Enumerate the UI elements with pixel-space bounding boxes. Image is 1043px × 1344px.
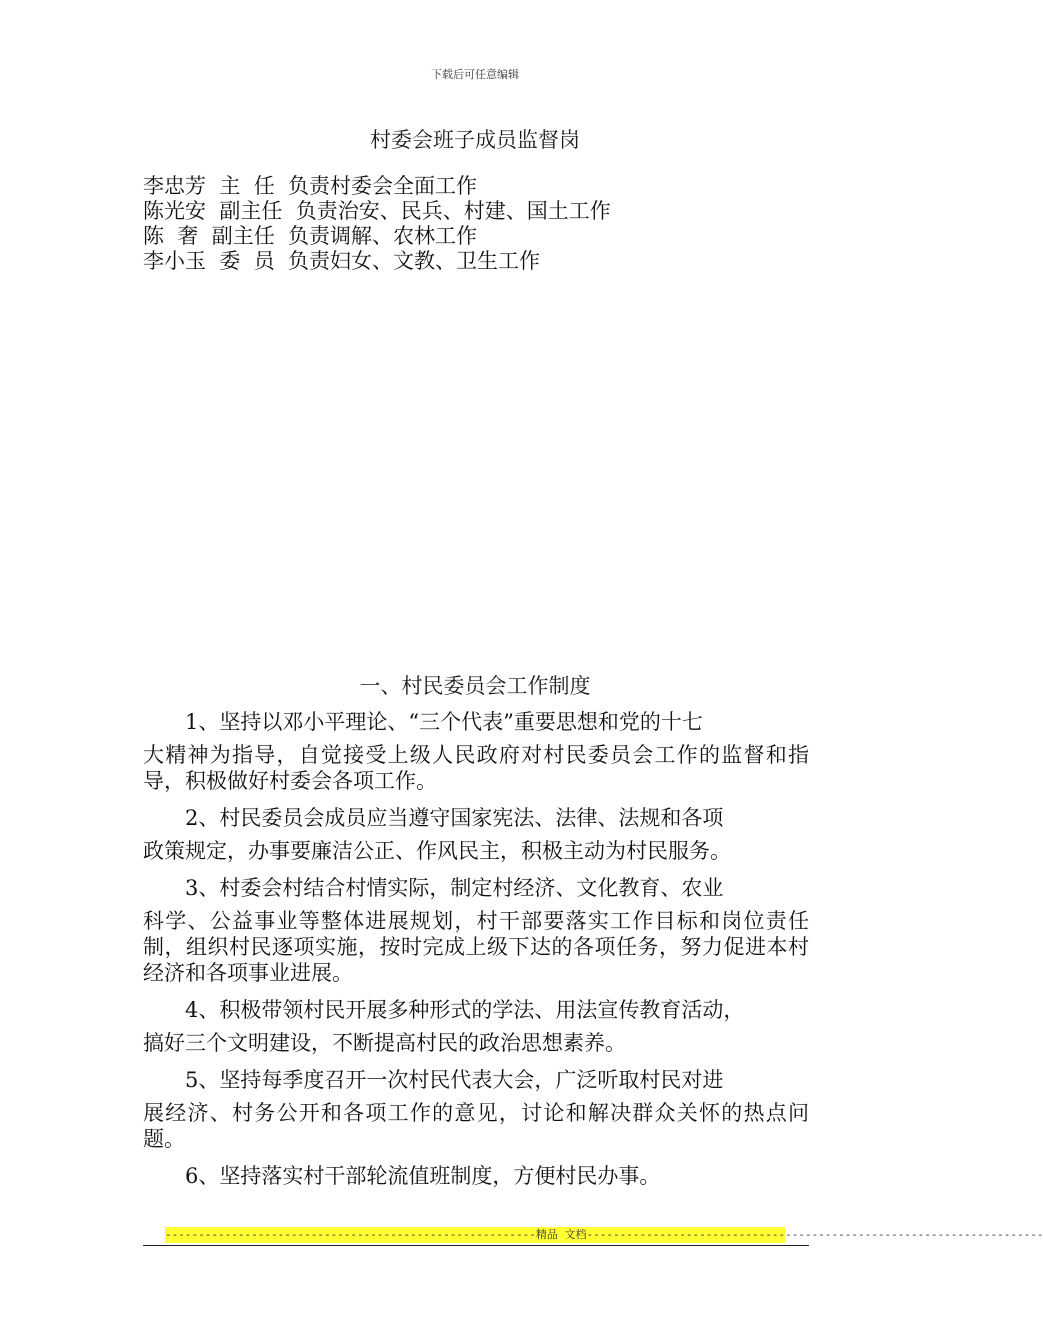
header-note: 下载后可任意编辑 — [431, 68, 519, 81]
rule-first-line: 2、村民委员会成员应当遵守国家宪法、法律、法规和各项 — [185, 806, 724, 830]
rule-rest: 搞好三个文明建设，不断提高村民的政治思想素养。 — [143, 1031, 626, 1055]
rules-list — [143, 706, 809, 1200]
rule-rest: 政策规定，办事要廉洁公正、作风民主，积极主动为村民服务。 — [143, 839, 731, 863]
rule-first-line: 1、坚持以邓小平理论、“三个代表”重要思想和党的十七 — [185, 710, 703, 734]
rule-first-line: 5、坚持每季度召开一次村民代表大会，广泛听取村民对进 — [185, 1068, 724, 1092]
section-title-supervision: 村委会班子成员监督岗 — [370, 128, 580, 152]
footer-banner: --------------------------------------------------------精品 文档--------------------------------------------------------------------- — [165, 1228, 1043, 1241]
rule-rest: 展经济、村务公开和各项工作的意见，讨论和解决群众关怀的热点问题。 — [143, 1101, 809, 1151]
rule-item — [143, 1064, 809, 1152]
rule-item — [143, 802, 809, 864]
rule-first-line: 3、村委会村结合村情实际，制定村经济、文化教育、农业 — [185, 876, 724, 900]
page-footer — [143, 1227, 1043, 1246]
member-line: 陈 奢 副主任 负责调解、农林工作 — [143, 224, 478, 248]
rule-item — [143, 872, 809, 986]
member-line: 李忠芳 主 任 负责村委会全面工作 — [143, 174, 478, 198]
rule-rest: 科学、公益事业等整体进展规划，村干部要落实工作目标和岗位责任制，组织村民逐项实施，按时完成上级下达的各项任务，努力促进本村经济和各项事业进展。 — [143, 909, 809, 985]
rule-item — [143, 706, 809, 794]
rule-first-line: 4、积极带领村民开展多种形式的学法、用法宣传教育活动， — [185, 998, 745, 1022]
rule-rest: 大精神为指导，自觉接受上级人民政府对村民委员会工作的监督和指导，积极做好村委会各项工作。 — [143, 743, 809, 793]
member-line: 陈光安 副主任 负责治安、民兵、村建、国土工作 — [143, 199, 611, 223]
rule-first-line: 6、坚持落实村干部轮流值班制度，方便村民办事。 — [185, 1164, 661, 1188]
member-list — [143, 174, 823, 274]
member-line: 李小玉 委 员 负责妇女、文教、卫生工作 — [143, 249, 541, 273]
rule-item — [143, 994, 809, 1056]
footer-divider — [143, 1245, 809, 1246]
rule-item — [143, 1160, 809, 1192]
section-title-work-rules: 一、村民委员会工作制度 — [359, 674, 591, 698]
